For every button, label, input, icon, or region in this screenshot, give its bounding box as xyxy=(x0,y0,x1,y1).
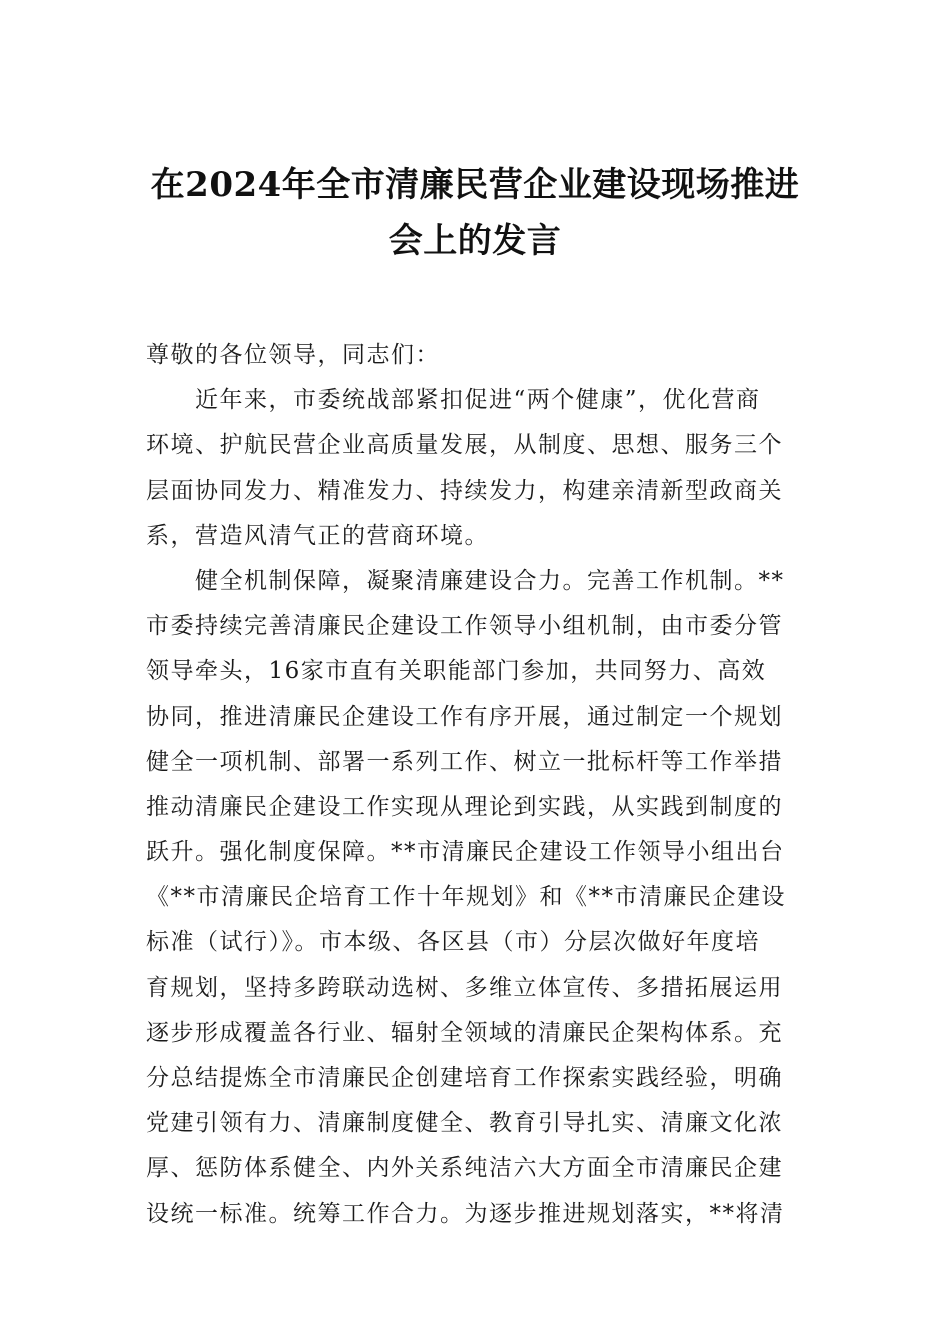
document-title xyxy=(130,157,820,269)
title-line-2: 会上的发言 xyxy=(388,221,562,261)
body-line: 标准（试行）》。市本级、各区县（市）分层次做好年度培 xyxy=(146,929,760,956)
body-line: 环境、护航民营企业高质量发展，从制度、思想、服务三个 xyxy=(146,432,783,459)
body-line: 推动清廉民企建设工作实现从理论到实践，从实践到制度的 xyxy=(146,793,783,820)
body-line: 协同，推进清廉民企建设工作有序开展，通过制定一个规划 xyxy=(146,703,783,730)
body-line: 跃升。强化制度保障。**市清廉民企建设工作领导小组出台 xyxy=(146,839,785,866)
body-line: 逐步形成覆盖各行业、辐射全领域的清廉民企架构体系。充 xyxy=(146,1019,783,1046)
body-line: 层面协同发力、精准发力、持续发力，构建亲清新型政商关 xyxy=(146,477,783,504)
body-line: 市委持续完善清廉民企建设工作领导小组机制，由市委分管 xyxy=(146,613,783,640)
body-line: 领导牵头，16家市直有关职能部门参加，共同努力、高效 xyxy=(146,658,767,685)
document-body xyxy=(146,333,808,1237)
title-line-1: 在2024年全市清廉民营企业建设现场推进 xyxy=(150,165,800,205)
body-line: 健全机制保障，凝聚清廉建设合力。完善工作机制。** xyxy=(146,567,785,594)
body-line: 设统一标准。统筹工作合力。为逐步推进规划落实，**将清 xyxy=(146,1200,785,1227)
body-line: 厚、惩防体系健全、内外关系纯洁六大方面全市清廉民企建 xyxy=(146,1155,783,1182)
body-line: 《**市清廉民企培育工作十年规划》和《**市清廉民企建设 xyxy=(146,884,786,911)
body-line: 系，营造风清气正的营商环境。 xyxy=(146,522,489,549)
body-line: 育规划，坚持多跨联动选树、多维立体宣传、多措拓展运用 xyxy=(146,974,783,1001)
body-line: 近年来，市委统战部紧扣促进“两个健康”，优化营商 xyxy=(146,387,761,414)
body-line: 分总结提炼全市清廉民企创建培育工作探索实践经验，明确 xyxy=(146,1065,783,1091)
salutation: 尊敬的各位领导，同志们： xyxy=(146,342,440,368)
body-line: 党建引领有力、清廉制度健全、教育引导扎实、清廉文化浓 xyxy=(146,1110,783,1137)
body-line: 健全一项机制、部署一系列工作、树立一批标杆等工作举措 xyxy=(146,748,783,775)
